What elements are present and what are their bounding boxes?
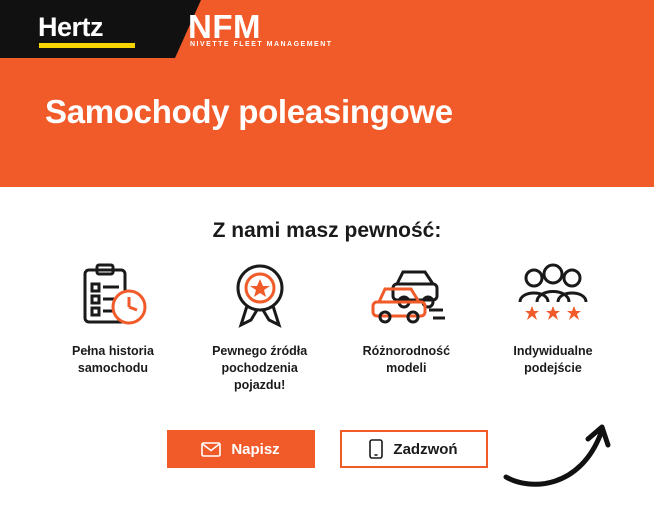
hero-banner [0,0,654,187]
features-list [48,259,618,394]
hertz-logo-underline [39,43,135,48]
phone-icon [369,439,383,459]
hertz-logo-text: Hertz [38,12,104,42]
feature-label: Indywidualne podejście [513,344,593,375]
feature-item [488,259,618,394]
content-area [0,187,654,525]
write-button[interactable] [167,430,315,468]
people-stars-icon [503,259,603,331]
call-button[interactable] [340,430,488,468]
call-button-label: Zadzwoń [393,440,458,458]
section-title: Z nami masz pewność: [212,219,442,242]
award-ribbon-icon [210,259,310,331]
write-button-label: Napisz [231,440,280,458]
envelope-icon [201,442,221,457]
cars-icon [356,259,456,331]
feature-label: Pełna historia samochodu [72,344,154,375]
feature-label: Różnorodność modeli [362,344,451,375]
feature-label: Pewnego źródła pochodzenia pojazdu! [212,344,308,392]
curved-arrow-icon [500,415,625,490]
feature-item [195,259,325,394]
nfm-logo-subtitle: NIVETTE FLEET MANAGEMENT [190,41,333,48]
clipboard-clock-icon [63,259,163,331]
feature-item [48,259,178,394]
page-title: Samochody poleasingowe [45,93,453,130]
feature-item [341,259,471,394]
logo-bar [0,0,654,58]
nfm-logo-text: NFM [188,8,261,45]
